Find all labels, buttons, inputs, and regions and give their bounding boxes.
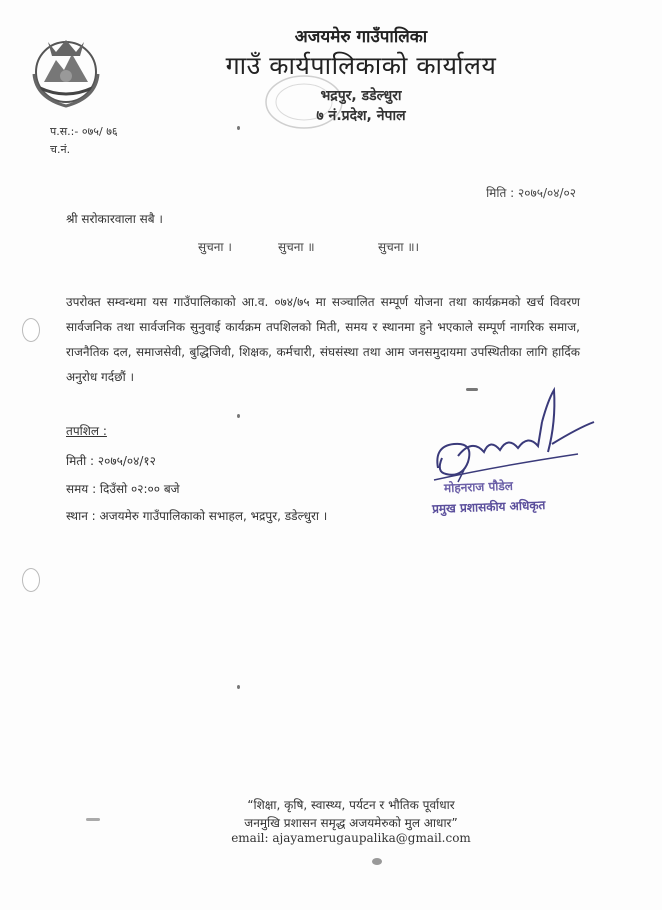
ink-spot bbox=[466, 388, 478, 391]
ink-spot bbox=[237, 126, 240, 130]
notice-word-1: सुचना । bbox=[198, 240, 232, 254]
letter-date: मिति : २०७५/०४/०२ bbox=[486, 186, 576, 200]
signatory-designation: प्रमुख प्रशासकीय अधिकृत bbox=[431, 498, 546, 516]
notice-word-2: सुचना ॥ bbox=[278, 240, 315, 254]
event-date: मिती : २०७५/०४/१२ bbox=[66, 454, 156, 468]
ink-spot bbox=[237, 414, 240, 418]
office-location: भद्रपुर, डडेल्धुरा bbox=[320, 88, 402, 104]
details-title: तपशिल : bbox=[66, 424, 107, 438]
footer-slogan-line2: जनमुखि प्रशासन समृद्ध अजयमेरुको मुल आधार” bbox=[244, 816, 458, 830]
municipality-name: अजयमेरु गाउँपालिका bbox=[294, 27, 428, 47]
dispatch-number: च.नं. bbox=[50, 143, 71, 156]
ink-spot bbox=[372, 858, 382, 865]
punch-hole bbox=[22, 318, 40, 342]
event-place: स्थान : अजयमेरु गाउँपालिकाको सभाहल, भद्रपुर, डडेल्धुरा । bbox=[66, 509, 328, 523]
footer-slogan-line1: “शिक्षा, कृषि, स्वास्थ्य, पर्यटन र भौतिक पूर्वाधार bbox=[247, 798, 455, 812]
body-paragraph: उपरोक्त सम्वन्धमा यस गाउँपालिकाको आ.व. ०७४/७५ मा सञ्चालित सम्पूर्ण योजना तथा कार्यक्रमको खर्च विवरण सार्वजनिक तथा सार्वजनिक सुनुवाई कार्यक्रम तपशिलको मिती, समय र स्थानमा हुने भएकाले सम्पूर्ण नागरिक समाज, राजनैतिक दल, समाजसेवी, बुद्धिजिवी, शिक्षक, कर्मचारी, संघसंस्था तथा आम जनसमुदायमा उपस्थितीका लागि हार्दिक अनुरोध गर्दछौं । bbox=[66, 295, 580, 384]
office-name: गाउँ कार्यपालिकाको कार्यालय bbox=[225, 51, 497, 80]
office-province: ७ नं.प्रदेश, नेपाल bbox=[316, 108, 406, 124]
ink-spot bbox=[237, 685, 240, 689]
event-time: समय : दिउँसो ०२:०० बजे bbox=[66, 482, 180, 496]
punch-hole bbox=[22, 568, 40, 592]
signatory-name: मोहनराज पौडेल bbox=[443, 478, 514, 496]
addressee: श्री सरोकारवाला सबै । bbox=[66, 212, 163, 226]
notice-word-3: सुचना ॥। bbox=[378, 240, 420, 254]
letter-reference-number: प.स.:- ०७५/ ७६ bbox=[50, 125, 118, 138]
footer-email: email: ajayamerugaupalika@gmail.com bbox=[231, 831, 471, 845]
